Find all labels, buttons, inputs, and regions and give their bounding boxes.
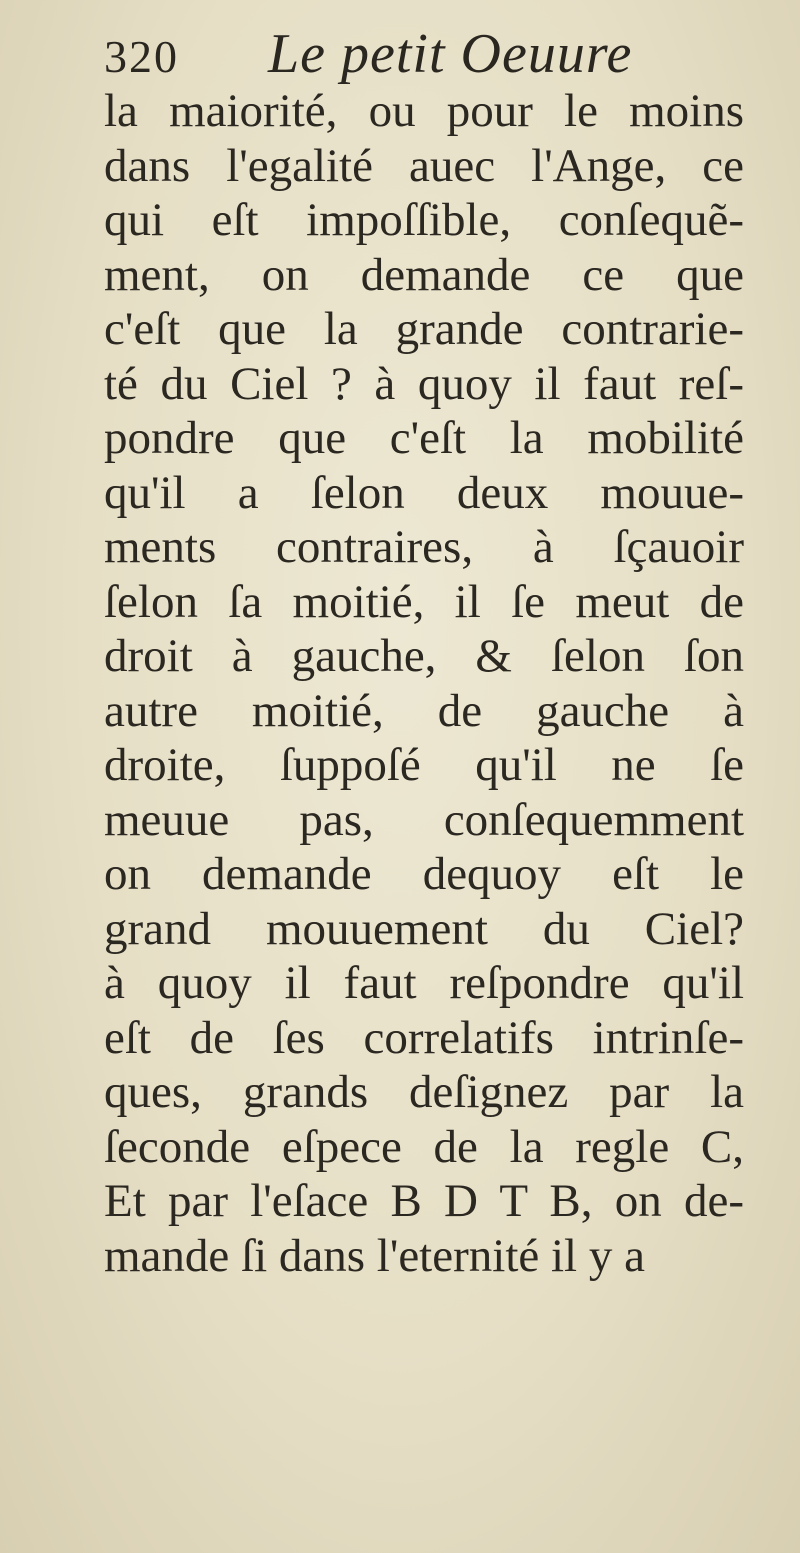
body-text [104, 84, 744, 1283]
text-line: droit à gauche, & ſelon ſon [104, 630, 744, 682]
text-line: c'eſt que la grande contrarie- [104, 303, 744, 355]
text-line: mande ſi dans l'eternité il y a [104, 1229, 645, 1282]
text-line: té du Ciel ? à quoy il faut reſ- [104, 357, 744, 410]
text-line: Et par l'eſace B D T B, on de- [104, 1175, 744, 1227]
text-line: grand mouuement du Ciel? [104, 902, 744, 955]
text-line: à quoy il faut reſpondre qu'il [104, 957, 744, 1009]
text-line: ſelon ſa moitié, il ſe meut de [104, 575, 744, 628]
text-line: ſeconde eſpece de la regle C, [104, 1120, 744, 1173]
text-line: eſt de ſes correlatifs intrinſe- [104, 1011, 744, 1064]
running-title: Le petit Oeuure [268, 23, 633, 85]
text-line: droite, ſuppoſé qu'il ne ſe [104, 739, 744, 791]
page-header [104, 22, 704, 85]
page-number: 320 [104, 31, 179, 82]
text-line: dans l'egalité auec l'Ange, ce [104, 139, 744, 192]
text-line: autre moitié, de gauche à [104, 684, 744, 737]
text-line: pondre que c'eſt la mobilité [104, 412, 744, 464]
text-line: qui eſt impoſſible, conſequẽ- [104, 194, 744, 246]
text-line: la maiorité, ou pour le moins [104, 85, 744, 137]
text-line: qu'il a ſelon deux mouue- [104, 466, 744, 519]
text-line: ments contraires, à ſçauoir [104, 521, 744, 573]
text-line: ment, on demande ce que [104, 248, 744, 301]
text-line: ques, grands deſignez par la [104, 1066, 744, 1118]
text-line: meuue pas, conſequemment [104, 793, 744, 846]
text-line: on demande dequoy eſt le [104, 848, 744, 900]
